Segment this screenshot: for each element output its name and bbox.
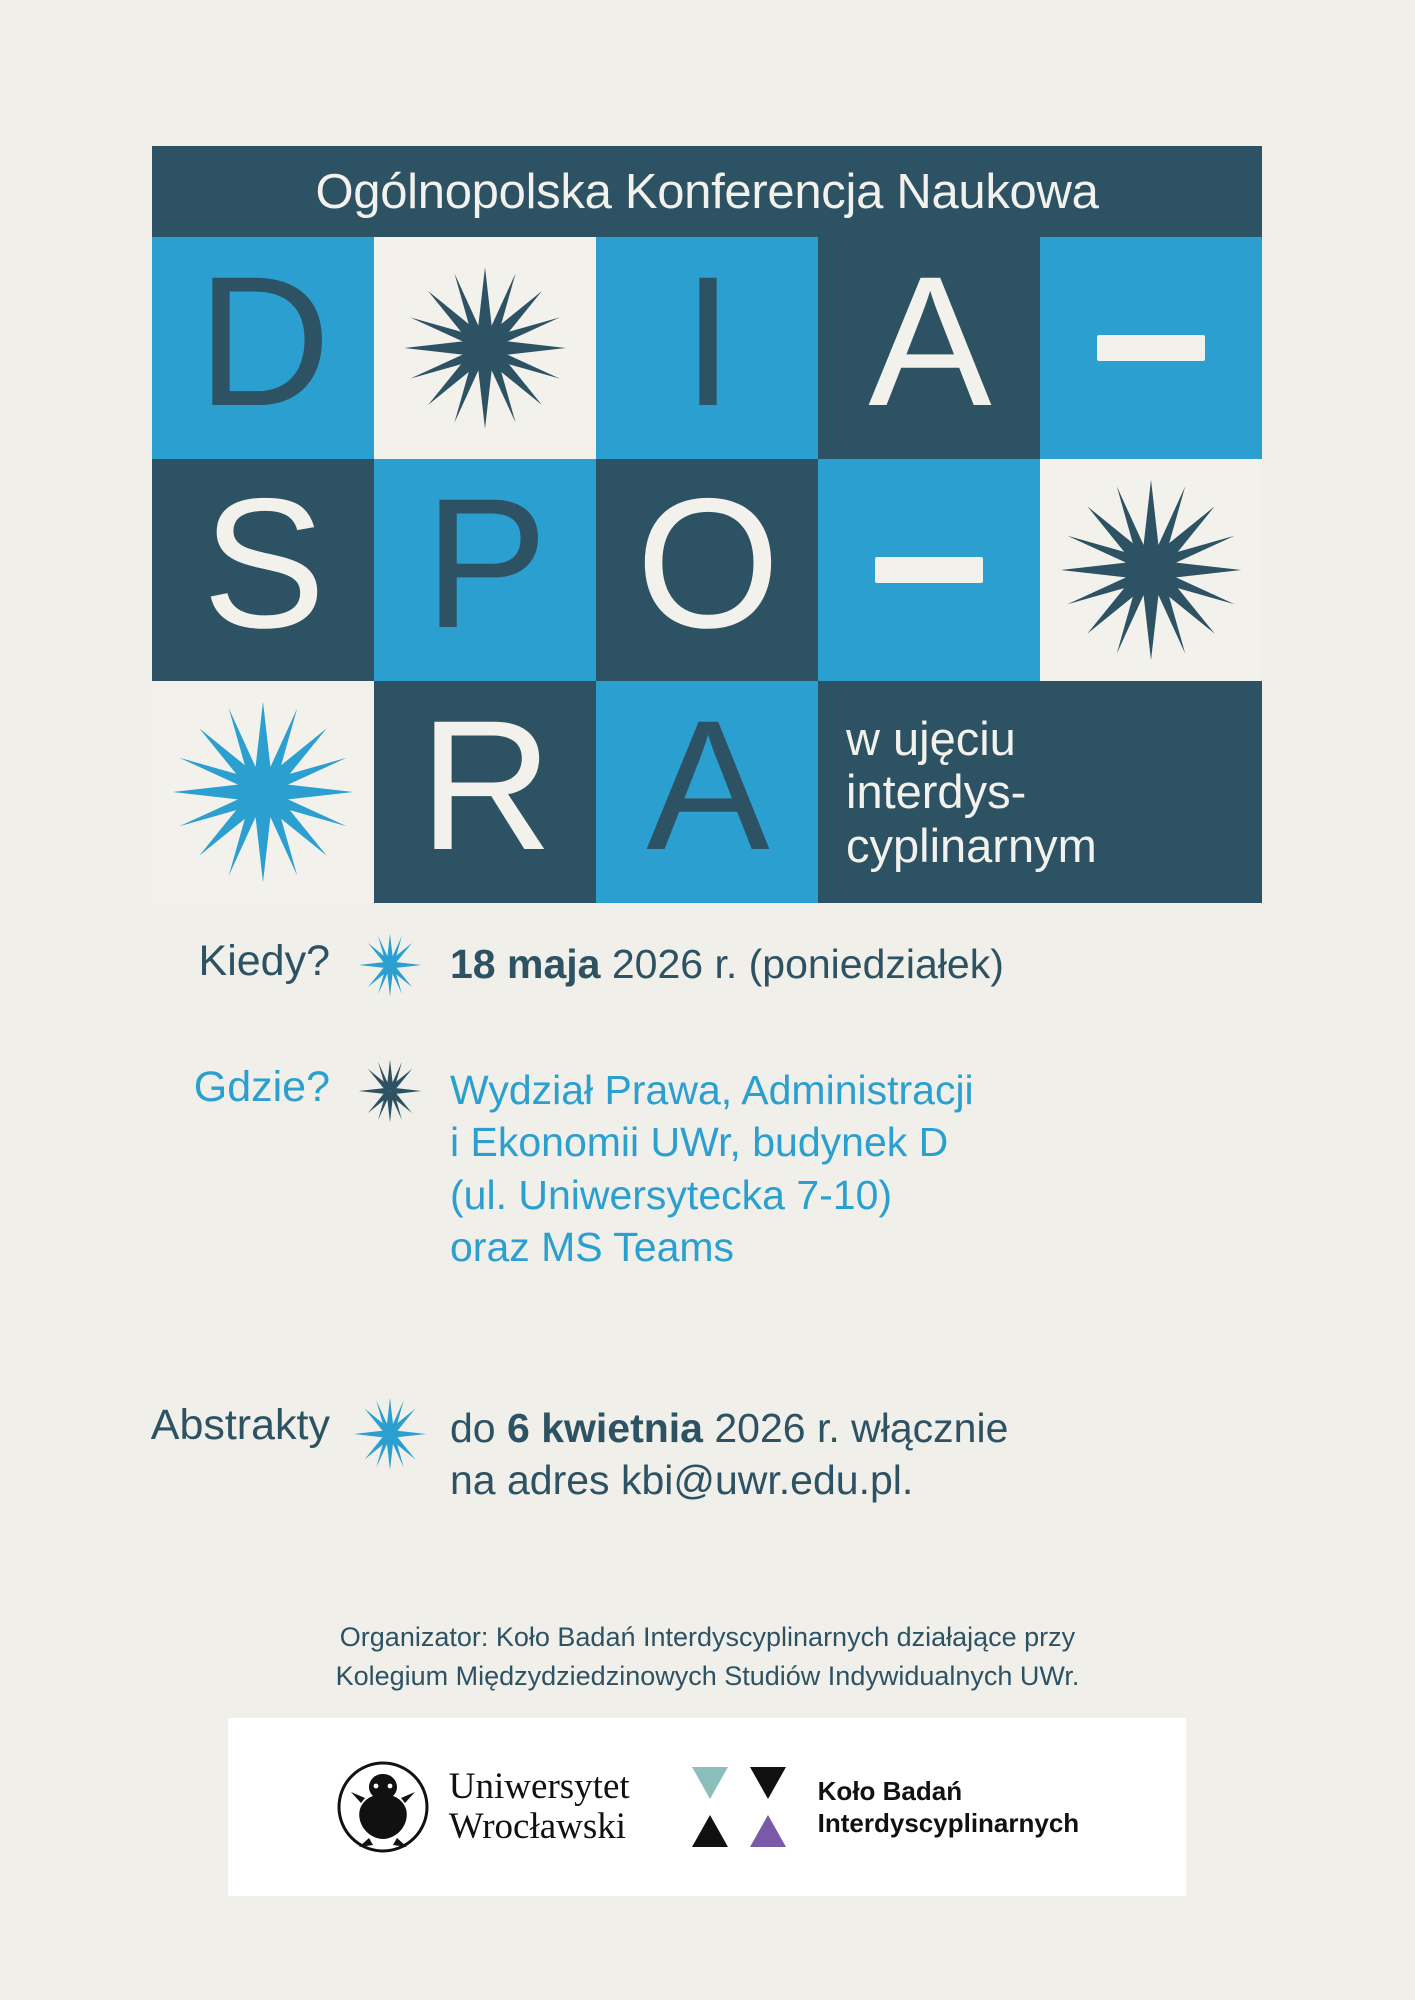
label-abstracts: Abstrakty xyxy=(150,1400,330,1449)
title-row-1 xyxy=(152,237,1262,459)
letter-cell-p xyxy=(374,459,596,681)
star-icon xyxy=(357,1058,423,1124)
value-when xyxy=(450,930,1004,990)
logo-uwr xyxy=(335,1752,630,1862)
when-rest: 2026 r. (poniedziałek) xyxy=(600,941,1004,987)
kbi-line-2: Interdyscyplinarnych xyxy=(817,1808,1080,1838)
letter-cell-r xyxy=(374,681,596,903)
star-cell-3 xyxy=(152,681,374,903)
banner-title: Ogólnopolska Konferencja Naukowa xyxy=(152,146,1262,237)
abstracts-line-1 xyxy=(450,1402,1008,1454)
subtitle-line-3: cyplinarnym xyxy=(846,818,1097,872)
when-date: 18 maja xyxy=(450,941,601,987)
star-icon xyxy=(1056,475,1246,665)
dash-icon xyxy=(1097,335,1205,361)
uwr-line-1: Uniwersytet xyxy=(448,1766,630,1808)
uwr-wordmark xyxy=(449,1767,630,1847)
letter-s: S xyxy=(202,460,324,667)
kbi-wordmark xyxy=(818,1775,1080,1840)
organizer-line-1: Organizator: Koło Badań Interdyscyplinarnych działające przy xyxy=(339,1622,1076,1652)
letter-cell-a1 xyxy=(818,237,1040,459)
organizer-note xyxy=(0,1618,1415,1696)
letter-cell-i xyxy=(596,237,818,459)
dash-cell-2 xyxy=(818,459,1040,681)
star-abstracts xyxy=(330,1394,450,1472)
abstracts-pre: do xyxy=(450,1404,507,1451)
where-line-2: i Ekonomii UWr, budynek D xyxy=(450,1119,949,1166)
letter-a-first: A xyxy=(868,238,990,445)
organizer-line-2: Kolegium Międzydziedzinowych Studiów Indywidualnych UWr. xyxy=(335,1661,1080,1692)
logo-bar xyxy=(228,1718,1186,1896)
letter-cell-o xyxy=(596,459,818,681)
subtitle-line-1: w ujęciu xyxy=(846,712,1016,766)
title-row-3 xyxy=(152,681,1262,903)
star-cell-1 xyxy=(374,237,596,459)
kbi-line-1: Koło Badań xyxy=(817,1775,963,1806)
abstracts-post: 2026 r. włącznie xyxy=(702,1404,1009,1451)
where-line-1: Wydział Prawa, Administracji xyxy=(450,1067,974,1113)
abstracts-line-2: na adres kbi@uwr.edu.pl. xyxy=(450,1457,914,1504)
value-where xyxy=(450,1056,974,1274)
kbi-mark-icon xyxy=(686,1759,798,1855)
detail-row-abstracts xyxy=(0,1394,1415,1507)
subtitle-line-2: interdys- xyxy=(846,765,1027,819)
subtitle-cell xyxy=(818,681,1262,903)
star-icon xyxy=(352,1396,428,1472)
uwr-line-2: Wrocławski xyxy=(448,1806,627,1847)
star-icon xyxy=(400,263,570,433)
star-icon xyxy=(168,697,358,887)
where-line-4: oraz MS Teams xyxy=(450,1224,735,1271)
letter-a-second: A xyxy=(646,682,768,889)
logo-kbi xyxy=(686,1759,1080,1855)
star-cell-2 xyxy=(1040,459,1262,681)
abstracts-deadline: 6 kwietnia xyxy=(507,1404,703,1451)
value-abstracts xyxy=(450,1394,1008,1507)
letter-cell-s xyxy=(152,459,374,681)
title-row-2 xyxy=(152,459,1262,681)
title-block xyxy=(152,146,1262,903)
label-when: Kiedy? xyxy=(198,937,330,985)
star-where xyxy=(330,1056,450,1124)
letter-p: P xyxy=(424,460,546,667)
star-when xyxy=(330,930,450,998)
where-line-3: (ul. Uniwersytecka 7-10) xyxy=(450,1171,893,1218)
letter-r: R xyxy=(419,682,551,889)
label-where: Gdzie? xyxy=(193,1063,330,1111)
uwr-seal-icon xyxy=(335,1752,431,1862)
details-section xyxy=(0,930,1415,1541)
detail-row-where xyxy=(0,1056,1415,1274)
dash-icon xyxy=(875,557,983,583)
dash-cell-1 xyxy=(1040,237,1262,459)
detail-row-when xyxy=(0,930,1415,998)
letter-cell-d xyxy=(152,237,374,459)
letter-d: D xyxy=(197,238,329,445)
star-icon xyxy=(357,932,423,998)
letter-o: O xyxy=(636,460,778,667)
letter-i: I xyxy=(682,238,732,445)
letter-cell-a2 xyxy=(596,681,818,903)
subtitle-text xyxy=(846,712,1097,871)
